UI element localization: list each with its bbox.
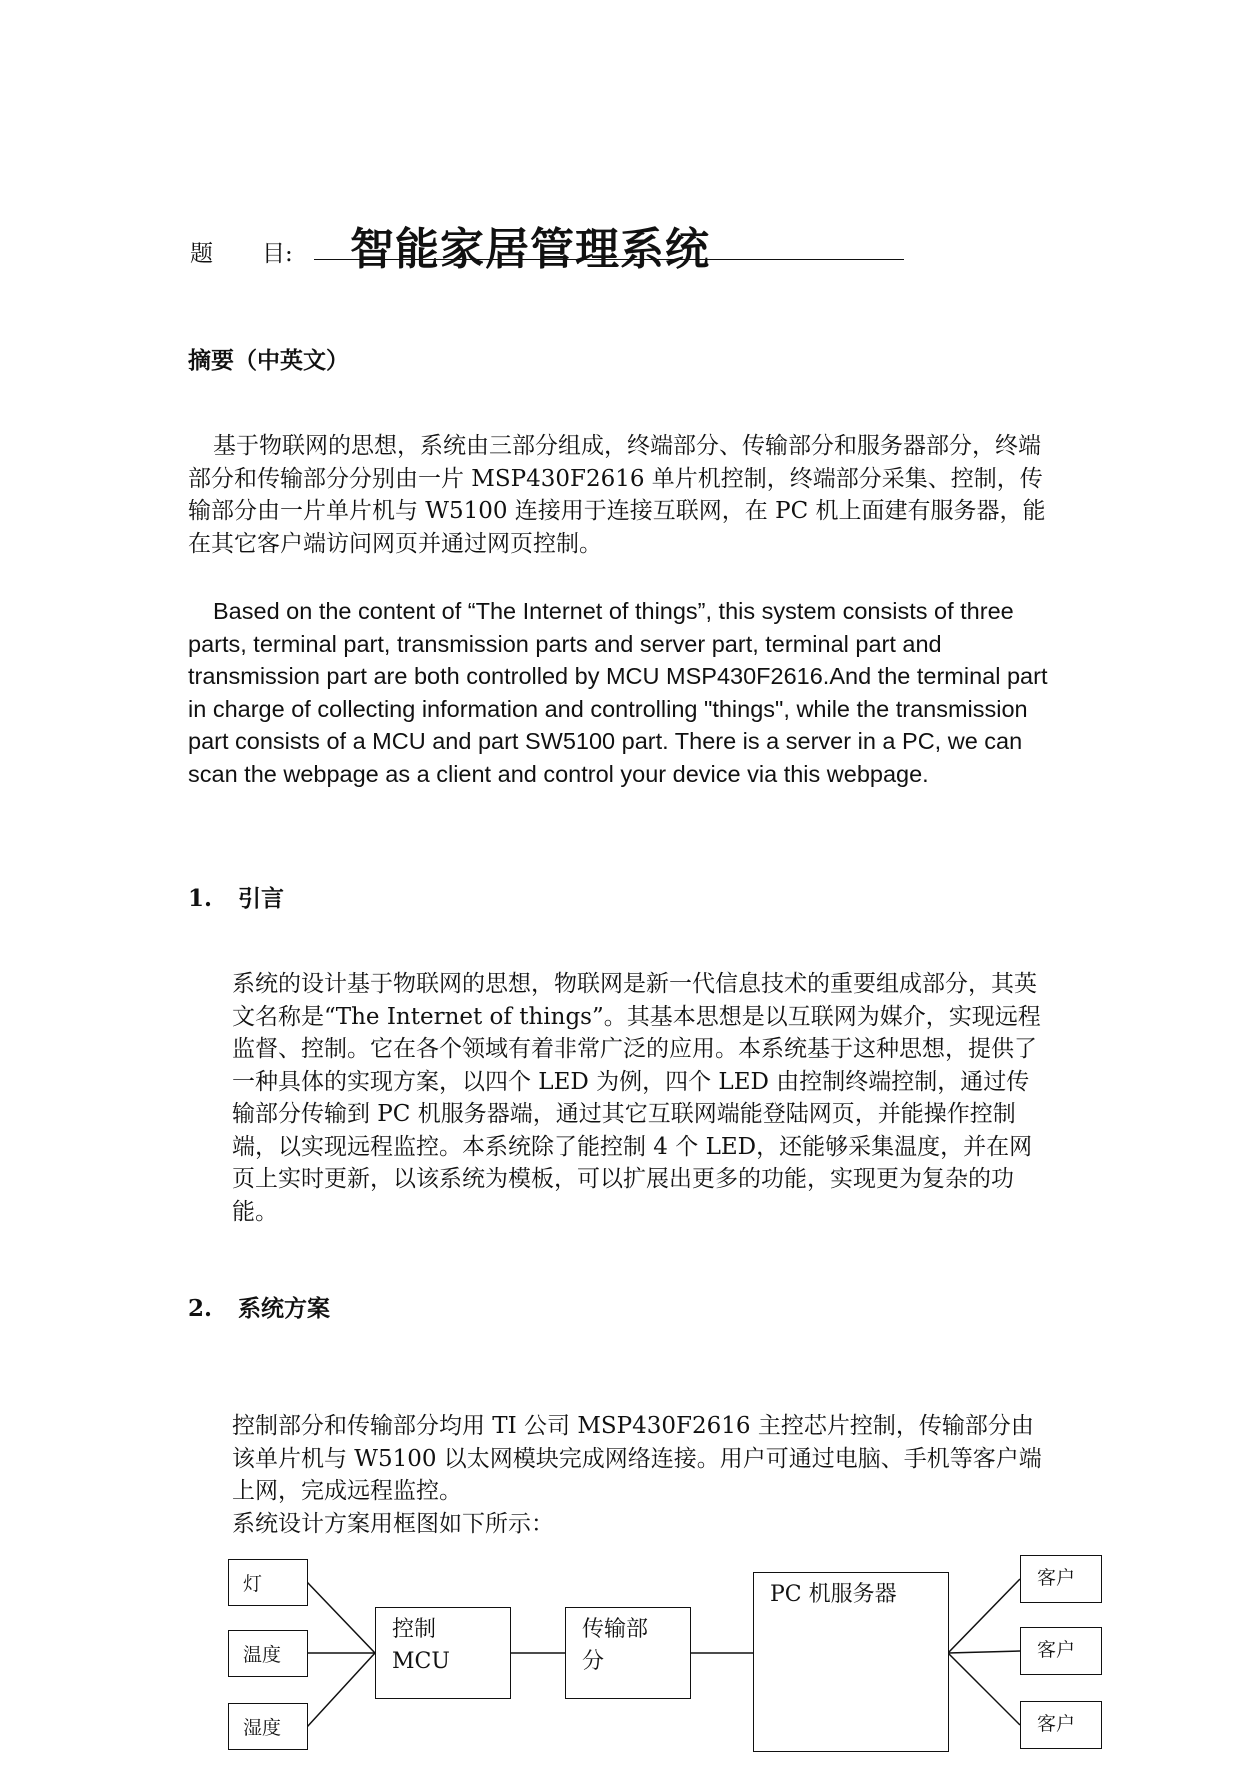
- transfer-label-line2: 分: [582, 1649, 605, 1674]
- connector-server-client1: [948, 1579, 1020, 1653]
- client-box-1: [1020, 1555, 1102, 1603]
- input-box-light: [228, 1559, 308, 1606]
- section1-text: 系统的设计基于物联网的思想，物联网是新一代信息技术的重要组成部分，其英文名称是“The Internet of things”。其基本思想是以互联网为媒介，实现远程监督、控制。它在各个领域有着非常广泛的应用。本系统基于这种思想，提供了一种具体的实现方案，以四个 LED 为例，四个 LED 由控制终端控制，通过传输部分传输到 PC 机服务器端，通过其它互联网端能登陆网页，并能操作控制端，以实现远程监控。本系统除了能控制 4 个 LED，还能够采集温度，并在网页上实时更新，以该系统为模板，可以扩展出更多的功能，实现更为复杂的功能。: [232, 971, 1041, 1225]
- connector-light-mcu: [307, 1582, 375, 1653]
- abstract-cn-paragraph: [188, 430, 1053, 560]
- client-label-1: 客户: [1037, 1567, 1076, 1589]
- abstract-heading: 摘要（中英文）: [188, 347, 349, 374]
- title-row: [190, 205, 910, 275]
- transfer-box: [565, 1607, 691, 1699]
- input-label-light: 灯: [243, 1573, 263, 1595]
- pc-server-box: [753, 1572, 949, 1752]
- mcu-box: [375, 1607, 511, 1699]
- client-label-3: 客户: [1037, 1713, 1076, 1735]
- section1-heading: [188, 880, 284, 913]
- section2-title: 系统方案: [238, 1295, 331, 1322]
- connector-server-client2: [948, 1651, 1020, 1653]
- diagram-caption: 系统设计方案用框图如下所示：: [232, 1510, 554, 1537]
- transfer-label-line1: 传输部: [582, 1617, 649, 1642]
- section1-paragraph: [232, 968, 1052, 1228]
- input-label-temperature: 温度: [243, 1644, 282, 1666]
- connector-humidity-mcu: [307, 1653, 375, 1727]
- input-box-humidity: [228, 1703, 308, 1750]
- section2-paragraph: [232, 1410, 1052, 1540]
- section1-title: 引言: [238, 885, 285, 912]
- abstract-en-paragraph: [188, 595, 1053, 790]
- title-label-char2: 目:: [262, 241, 293, 267]
- mcu-label-line1: 控制: [392, 1617, 437, 1642]
- abstract-en-text: Based on the content of “The Internet of things”, this system consists of three parts, terminal part, transmission parts and server part, terminal part and transmission part are both controlled by MCU MSP430F2616.And the terminal part in charge of collecting information and controlling "things", while the transmission part consists of a MCU and part SW5100 part. There is a server in a PC, we can scan the webpage as a client and control your device via this webpage.: [188, 598, 1048, 787]
- section2-text: 控制部分和传输部分均用 TI 公司 MSP430F2616 主控芯片控制，传输部分由该单片机与 W5100 以太网模块完成网络连接。用户可通过电脑、手机等客户端上网，完成远程监控。: [232, 1413, 1042, 1504]
- client-label-2: 客户: [1037, 1639, 1076, 1661]
- connector-server-client3: [948, 1653, 1020, 1725]
- input-label-humidity: 湿度: [243, 1717, 282, 1739]
- mcu-label-line2: MCU: [392, 1649, 450, 1674]
- section2-heading: [188, 1290, 330, 1323]
- input-box-temperature: [228, 1630, 308, 1677]
- section2-number: 2.: [188, 1295, 213, 1322]
- client-box-3: [1020, 1701, 1102, 1749]
- system-block-diagram: [225, 1545, 1125, 1765]
- document-title: 智能家居管理系统: [350, 224, 710, 275]
- title-label-char1: 题: [190, 241, 213, 267]
- client-box-2: [1020, 1627, 1102, 1675]
- abstract-cn-text: 基于物联网的思想，系统由三部分组成，终端部分、传输部分和服务器部分，终端部分和传输部分分别由一片 MSP430F2616 单片机控制，终端部分采集、控制，传输部分由一片单片机与 W5100 连接用于连接互联网，在 PC 机上面建有服务器，能在其它客户端访问网页并通过网页控制。: [188, 433, 1046, 557]
- pc-server-label: PC 机服务器: [770, 1582, 897, 1607]
- section1-number: 1.: [188, 885, 213, 912]
